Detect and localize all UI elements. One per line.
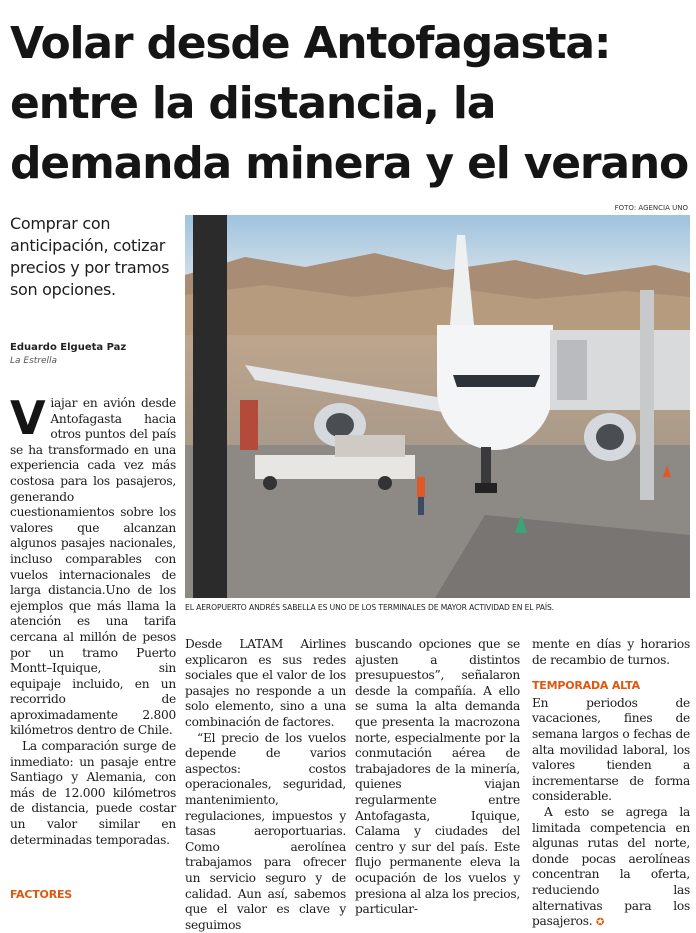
paragraph: En periodos de vacaciones, fines de semana largos o fechas de alta movilidad laboral, los valores tienden a incrementarse de forma considerable. [532,695,690,804]
article-column-4 [532,637,690,931]
airport-apron-illustration [185,215,690,598]
paragraph: iajar en avión desde Antofagasta hacia otros puntos del país se ha transformado en una experiencia cada vez más costosa para los pasajeros, generando cuestionamientos sobre los valores que alcanzan algunos pasajes nacionales, incluso comparables con vuelos internacionales de larga distancia.Uno de los ejemplos que más llama la atención es una tarifa cercana al millón de pesos por un tramo Puerto Montt–Iquique, sin equipaje incluido, en un recorrido de aproximadamente 2.800 kilómetros dentro de Chile. [10,396,176,738]
paragraph: La comparación surge de inmediato: un pasaje entre Santiago y Alemania, con más de 12.000 kilómetros de distancia, puede costar un valor similar en determinadas temporadas. [10,739,176,847]
photo-credit: FOTO: AGENCIA UNO [614,204,688,212]
paragraph-text: A esto se agrega la limitada competencia en algunas rutas del norte, donde pocas aerolíneas concentran la oferta, reduciendo las alternativas para los pasajeros. [532,804,690,929]
paragraph: Desde LATAM Airlines explicaron es sus redes sociales que el valor de los pasajes no responde a un solo elemento, sino a una combinación de factores. [185,637,346,729]
outlet-name: La Estrella [10,356,58,366]
paragraph: buscando opciones que se ajusten a distintos presupuestos”, señalaron desde la compañía. A ello se suma la alta demanda que presenta la macrozona norte, especialmente por la conmutación aérea de trabajadores de la minería, quienes viajan regularmente entre Antofagasta, Iquique, Calama y ciudades del centro y sur del país. Este flujo permanente eleva la ocupación de los vuelos y presiona al alza los precios, particular- [355,637,520,917]
paragraph: mente en días y horarios de recambio de turnos. [532,637,690,667]
end-mark-icon: ✪ [596,917,605,929]
article-column-3 [355,637,520,918]
author-name: Eduardo Elgueta Paz [10,342,127,353]
headline: Volar desde Antofagasta: entre la distancia, la demanda minera y el verano [10,18,689,189]
subhead-temporada-alta: TEMPORADA ALTA [532,679,640,693]
lead-text: Comprar con anticipación, cotizar precios y por tramos son opciones. [10,214,170,299]
byline [10,341,180,367]
article-column-2 [185,637,346,933]
photo-caption: EL AEROPUERTO ANDRÉS SABELLA ES UNO DE LOS TERMINALES DE MAYOR ACTIVIDAD EN EL PAÍS. [185,603,554,612]
article-photo [185,215,690,598]
article-column-1 [10,391,176,848]
paragraph: “El precio de los vuelos depende de varios aspectos: costos operacionales, seguridad, mantenimiento, regulaciones, impuestos y tasas aeroportuarias. Como aerolínea trabajamos para ofrecer un servicio seguro y de calidad. Aun así, sabemos que el valor es clave y seguimos [185,730,346,932]
drop-cap: V [10,391,46,445]
subhead-factores: FACTORES [10,888,72,901]
